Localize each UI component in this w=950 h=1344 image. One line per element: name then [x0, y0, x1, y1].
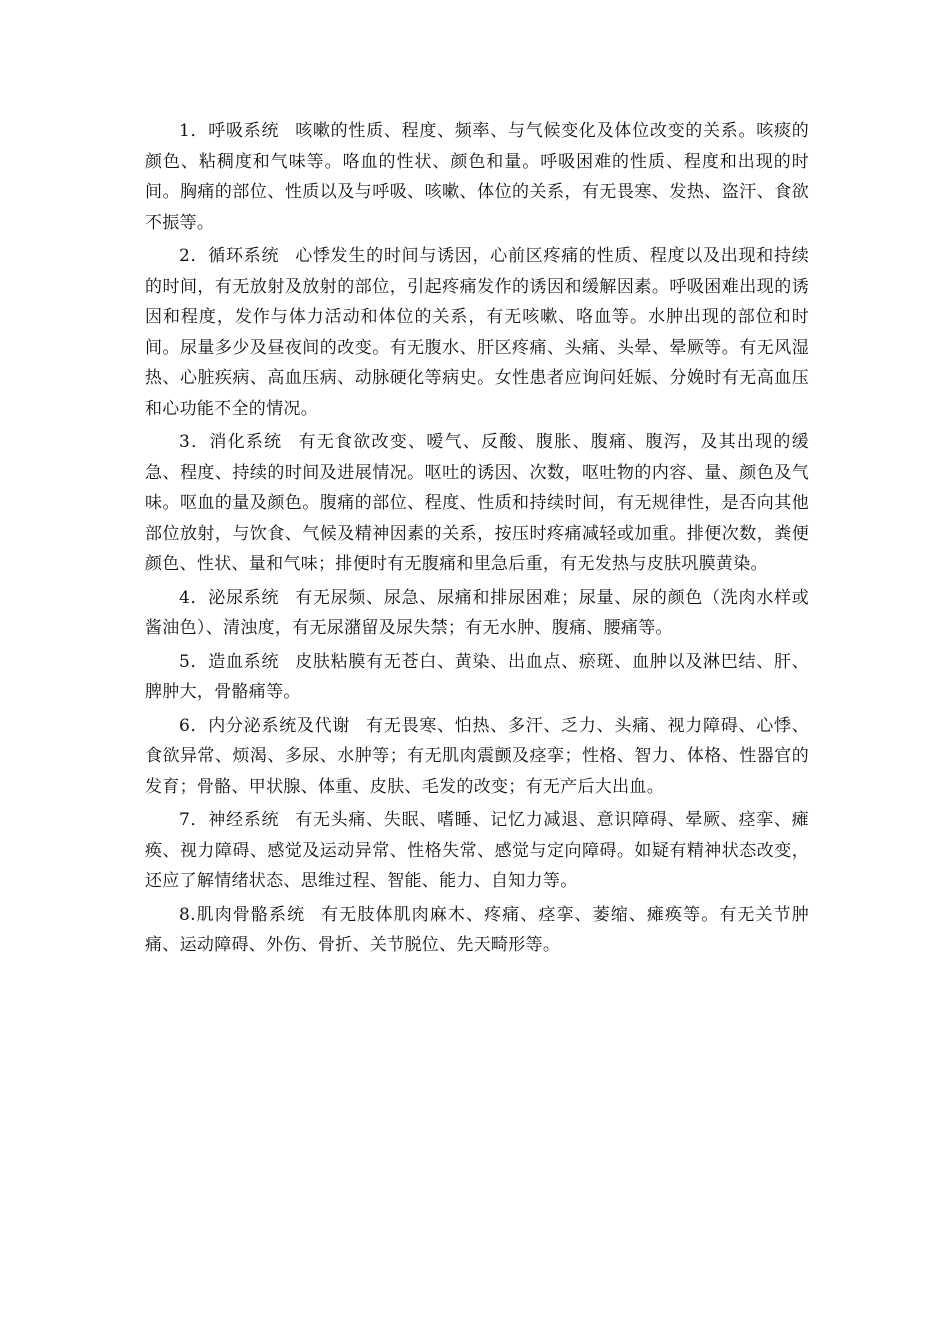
section-heading: 4．泌尿系统	[179, 587, 280, 608]
section-hematopoietic	[145, 647, 809, 708]
section-musculoskeletal	[145, 900, 809, 961]
document-page	[145, 116, 809, 964]
section-nervous	[145, 805, 809, 897]
section-heading: 6．内分泌系统及代谢	[179, 715, 351, 736]
section-endocrine	[145, 711, 809, 803]
section-body: 有无畏寒、怕热、多汗、乏力、头痛、视力障碍、心悸、食欲异常、烦渴、多尿、水肿等；有无肌肉震颤及痉挛；性格、智力、体格、性器官的发育；骨骼、甲状腺、体重、皮肤、毛发的改变；有无产后大出血。	[145, 715, 809, 797]
section-heading: 5．造血系统	[179, 651, 280, 672]
section-heading: 3．消化系统	[179, 432, 283, 452]
section-respiratory	[145, 116, 809, 238]
section-urinary	[145, 583, 809, 644]
section-heading: 7．神经系统	[179, 810, 280, 830]
section-heading: 2．循环系统	[179, 246, 280, 266]
section-body: 有无食欲改变、嗳气、反酸、腹胀、腹痛、腹泻，及其出现的缓急、程度、持续的时间及进展情况。呕吐的诱因、次数，呕吐物的内容、量、颜色及气味。呕血的量及颜色。腹痛的部位、程度、性质和持续时间，有无规律性，是否向其他部位放射，与饮食、气候及精神因素的关系，按压时疼痛减轻或加重。排便次数，粪便颜色、性状、量和气味；排便时有无腹痛和里急后重，有无发热与皮肤巩膜黄染。	[145, 432, 809, 574]
section-body: 心悸发生的时间与诱因，心前区疼痛的性质、程度以及出现和持续的时间，有无放射及放射的部位，引起疼痛发作的诱因和缓解因素。呼吸困难出现的诱因和程度，发作与体力活动和体位的关系，有无咳嗽、咯血等。水肿出现的部位和时间。尿量多少及昼夜间的改变。有无腹水、肝区疼痛、头痛、头晕、晕厥等。有无风湿热、心脏疾病、高血压病、动脉硬化等病史。女性患者应询问妊娠、分娩时有无高血压和心功能不全的情况。	[145, 246, 809, 419]
section-body: 有无头痛、失眠、嗜睡、记忆力减退、意识障碍、晕厥、痉挛、瘫痪、视力障碍、感觉及运动异常、性格失常、感觉与定向障碍。如疑有精神状态改变，还应了解情绪状态、思维过程、智能、能力、自知力等。	[145, 810, 809, 891]
section-body: 皮肤粘膜有无苍白、黄染、出血点、瘀斑、血肿以及淋巴结、肝、脾肿大，骨骼痛等。	[145, 651, 809, 702]
section-body: 有无尿频、尿急、尿痛和排尿困难；尿量、尿的颜色（洗肉水样或酱油色）、清浊度，有无尿潴留及尿失禁；有无水肿、腹痛、腰痛等。	[145, 587, 809, 638]
section-digestive	[145, 427, 809, 580]
section-body: 咳嗽的性质、程度、频率、与气候变化及体位改变的关系。咳痰的颜色、粘稠度和气味等。咯血的性状、颜色和量。呼吸困难的性质、程度和出现的时间。胸痛的部位、性质以及与呼吸、咳嗽、体位的关系，有无畏寒、发热、盗汗、食欲不振等。	[145, 121, 809, 233]
section-heading: 1．呼吸系统	[179, 121, 280, 141]
section-body: 有无肢体肌肉麻木、疼痛、痉挛、萎缩、瘫痪等。有无关节肿痛、运动障碍、外伤、骨折、关节脱位、先天畸形等。	[145, 904, 809, 955]
section-heading: 8.肌肉骨骼系统	[179, 904, 306, 925]
section-circulatory	[145, 241, 809, 424]
